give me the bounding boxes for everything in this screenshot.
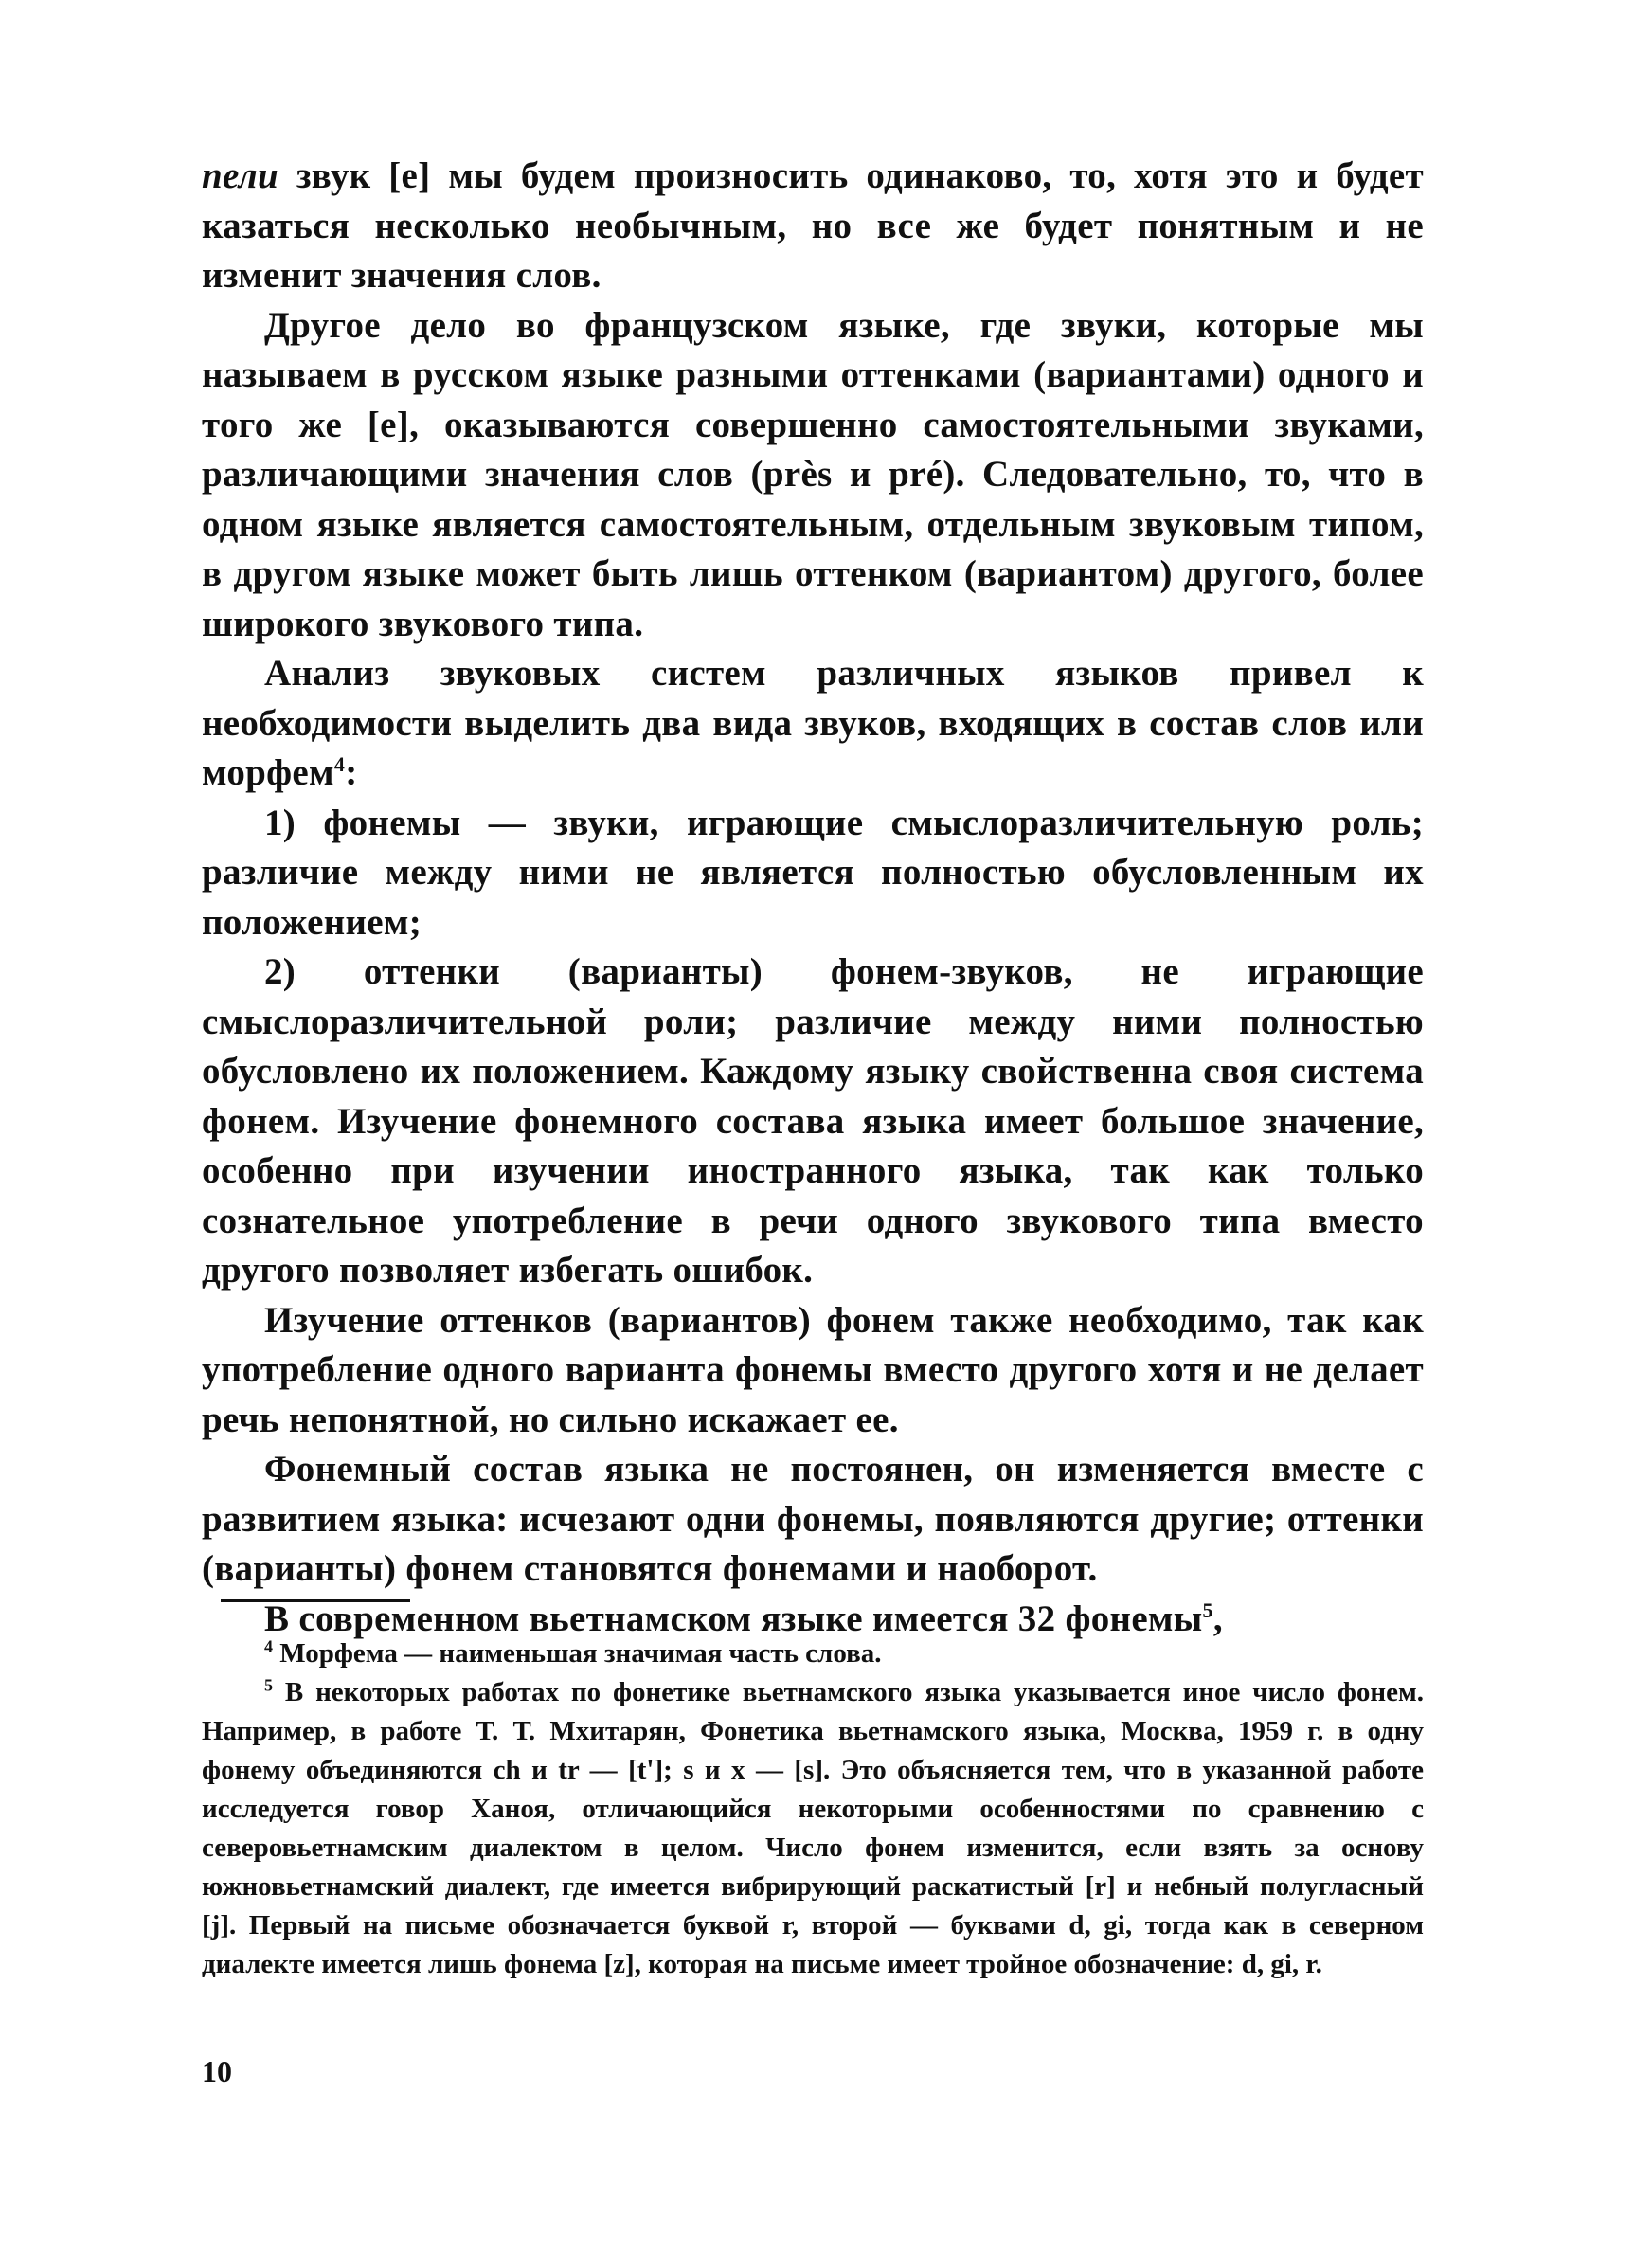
paragraph: Другое дело во французском языке, где звуки, которые мы называем в русском языке разными оттенками (вариантами) одного и того же [e], оказываются совершенно самостоятельными звуками, различающими значения слов (près и pré). Следовательно, то, что в одном языке является самостоятельным, отдельным звуковым типом, в другом языке может быть лишь оттенком (вариантом) другого, более широкого звукового типа. <box>202 304 1424 644</box>
footnote-5 <box>202 1673 1424 1984</box>
paragraph <box>202 649 1424 799</box>
footnote-ref: 4 <box>333 752 346 776</box>
footnote-text: Морфема — наименьшая значимая часть слова. <box>273 1638 882 1669</box>
paragraph: 1) фонемы — звуки, играющие смыслоразличительную роль; различие между ними не является полностью обусловленным их положением; <box>202 802 1424 943</box>
footnote-mark: 5 <box>264 1675 273 1695</box>
footnote-mark: 4 <box>264 1636 273 1656</box>
paragraph-text: звук [e] мы будем произносить одинаково, то, хотя это и будет казаться несколько необычным, но все же будет понятным и не изменит значения слов. <box>202 155 1424 296</box>
paragraph <box>202 152 1424 301</box>
punctuation: , <box>1212 1598 1223 1639</box>
paragraph: Изучение оттенков (вариантов) фонем также необходимо, так как употребление одного варианта фонемы вместо другого хотя и не делает речь непонятной, но сильно искажает ее. <box>202 1299 1424 1440</box>
page-number: 10 <box>202 2054 232 2088</box>
footnote-4 <box>202 1634 1424 1673</box>
footnote-divider <box>221 1599 410 1602</box>
paragraph: Фонемный состав языка не постоянен, он изменяется вместе с развитием языка: исчезают одни фонемы, появляются другие; оттенки (варианты) фонем становятся фонемами и наоборот. <box>202 1449 1424 1589</box>
main-text <box>202 152 1424 1644</box>
footnotes <box>202 1634 1424 1984</box>
footnote-ref: 5 <box>1202 1598 1213 1622</box>
italic-word: пели <box>202 155 278 196</box>
paragraph-text: В современном вьетнамском языке имеется 32 фонемы <box>264 1598 1203 1639</box>
paragraph: 2) оттенки (варианты) фонем-звуков, не играющие смыслоразличительной роли; различие между ними полностью обусловлено их положением. Каждому языку свойственна своя система фонем. Изучение фонемного состава языка имеет большое значение, особенно при изучении иностранного языка, так как только сознательное употребление в речи одного звукового типа вместо другого позволяет избегать ошибок. <box>202 951 1424 1291</box>
footnote-text: В некоторых работах по фонетике вьетнамского языка указывается иное число фонем. Например, в работе Т. Т. Мхитарян, Фонетика вьетнамского языка, Москва, 1959 г. в одну фонему объединяются ch и tr — [t']; s и x — [s]. Это объясняется тем, что в указанной работе исследуется говор Ханоя, отличающийся некоторыми особенностями по сравнению с северовьетнамским диалектом в целом. Число фонем изменится, если взять за основу южновьетнамский диалект, где имеется вибрирующий раскатистый [r] и небный полугласный [j]. Первый на письме обозначается буквой r, второй — буквами d, gi, тогда как в северном диалекте имеется лишь фонема [z], которая на письме имеет тройное обозначение: d, gi, r. <box>202 1677 1424 1979</box>
punctuation: : <box>345 752 358 793</box>
paragraph-text: Анализ звуковых систем различных языков привел к необходимости выделить два вида звуков, входящих в состав слов или морфем <box>202 653 1424 793</box>
